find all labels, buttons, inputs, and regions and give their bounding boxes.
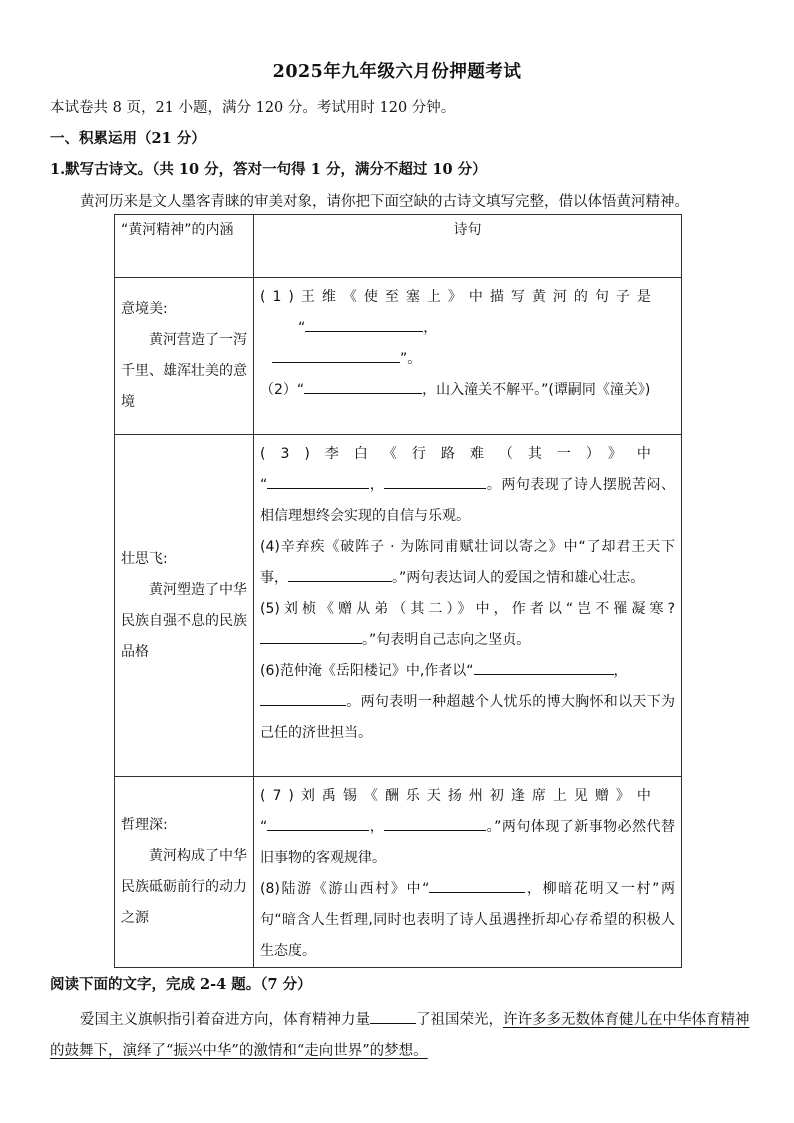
reading-heading: 阅读下面的文字，完成 2-4 题。（7 分）	[50, 976, 312, 993]
meaning-cell	[115, 777, 254, 968]
answer-blank[interactable]	[304, 376, 422, 394]
answer-blank[interactable]	[267, 471, 369, 489]
question-1-heading: 1.默写古诗文。（共 10 分，答对一句得 1 分，满分不超过 10 分）	[50, 161, 487, 178]
category-label: 哲理深:	[121, 817, 168, 833]
item-4: (4)辛弃疾《破阵子 · 为陈同甫赋壮词以寄之》中“了却君王天下事， 。”两句表达词人的爱国之情和雄心壮志。	[260, 539, 675, 586]
meaning-cell	[115, 435, 254, 777]
item-7: (7)刘禹锡《酬乐天扬州初逢席上见赠》中 “ ， 。”两句体现了新事物必然代替旧事物的客观规律。	[260, 788, 675, 866]
poem-cell	[254, 435, 682, 777]
table-header-row	[115, 215, 682, 278]
underlined-sentence: 许许多多无数体育健儿在中华体育精神的鼓舞下，演绎了“振兴中华”的激情和“走向世界”的梦想。	[50, 1012, 750, 1059]
table-row	[115, 777, 682, 968]
answer-blank[interactable]	[429, 875, 525, 893]
answer-blank[interactable]	[384, 813, 486, 831]
answer-blank[interactable]	[260, 688, 346, 706]
exam-intro: 本试卷共 8 页，21 小题，满分 120 分。考试用时 120 分钟。	[50, 100, 456, 116]
category-label: 壮思飞:	[121, 550, 168, 567]
answer-blank[interactable]	[272, 345, 400, 363]
item-3: (3)李白《行路难（其一）》中 “ ， 。两句表现了诗人摆脱苦闷、相信理想终会实现的自信与乐观。	[260, 446, 675, 524]
exam-title: 2025年九年级六月份押题考试	[272, 62, 522, 82]
poem-cell	[254, 777, 682, 968]
table-row	[115, 435, 682, 777]
item-5: (5)刘桢《赠从弟（其二）》中，作者以“岂不罹凝寒?。”句表明自己志向之坚贞。	[260, 601, 675, 648]
item-6: (6)范仲淹《岳阳楼记》中,作者以“ ， 。两句表明一种超越个人忧乐的博大胸怀和以天下为己任的济世担当。	[260, 656, 675, 749]
meaning-cell	[115, 278, 254, 435]
header-poem: 诗句	[254, 215, 682, 278]
question-1-intro: 黄河历来是文人墨客青睐的审美对象，请你把下面空缺的古诗文填写完整，借以体悟黄河精神。	[80, 194, 689, 210]
item-2: （2）“ ，山入潼关不解平。”(谭嗣同《潼关》)	[260, 375, 675, 406]
answer-blank[interactable]	[370, 1006, 416, 1024]
poem-table	[114, 214, 682, 968]
reading-paragraph: 爱国主义旗帜指引着奋进方向，体育精神力量 了祖国荣光，许许多多无数体育健儿在中华体育精神的鼓舞下，演绎了“振兴中华”的激情和“走向世界”的梦想。	[50, 1005, 750, 1067]
item-1: (1)王维《使至塞上》中描写黄河的句子是 “ ， ”。	[260, 289, 658, 367]
answer-blank[interactable]	[305, 314, 423, 332]
meaning-text: 黄河塑造了中华民族自强不息的民族品格	[121, 581, 247, 660]
answer-blank[interactable]	[260, 626, 362, 644]
meaning-text: 黄河构成了中华民族砥砺前行的动力之源	[121, 848, 247, 926]
table-row	[115, 278, 682, 435]
poem-cell	[254, 278, 682, 435]
category-label: 意境美:	[121, 301, 168, 317]
answer-blank[interactable]	[474, 657, 614, 675]
header-meaning: “黄河精神”的内涵	[115, 215, 254, 278]
item-8: (8)陆游《游山西村》中“ ，柳暗花明又一村”两句“暗含人生哲理,同时也表明了诗人虽遇挫折却心存希望的积极人生态度。	[260, 874, 675, 967]
answer-blank[interactable]	[384, 471, 486, 489]
meaning-text: 黄河营造了一泻千里、雄浑壮美的意境	[121, 332, 247, 410]
answer-blank[interactable]	[267, 813, 369, 831]
section-heading: 一、积累运用（21 分）	[50, 130, 206, 147]
answer-blank[interactable]	[288, 564, 392, 582]
